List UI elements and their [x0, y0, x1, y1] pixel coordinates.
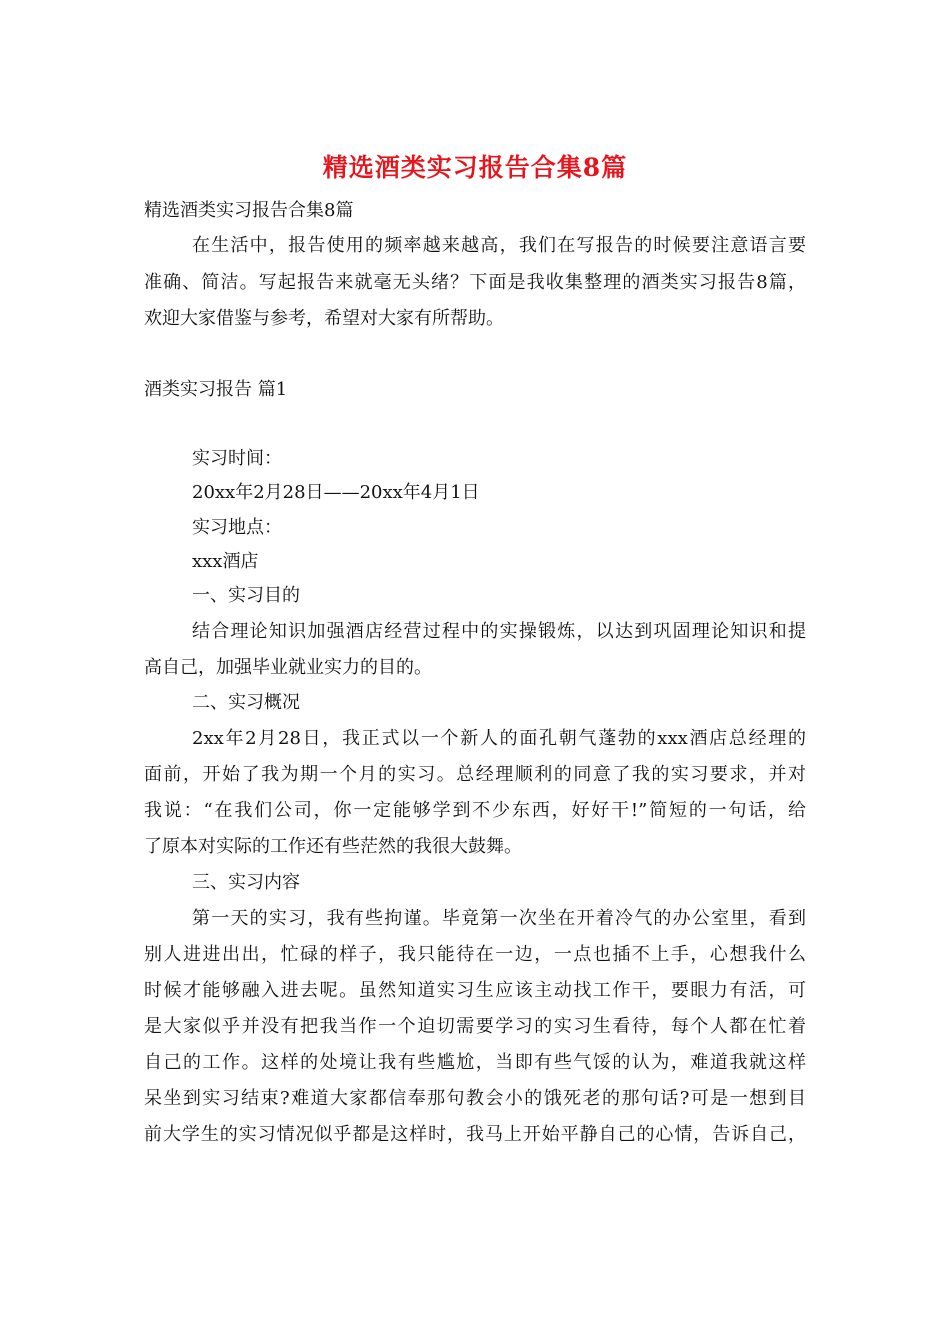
content-line-5: 自己的工作。这样的处境让我有些尴尬，当即有些气馁的认为，难道我就这样 — [144, 1052, 806, 1073]
purpose-line-2: 高自己，加强毕业就业实力的目的。 — [144, 657, 432, 678]
overview-line-4: 了原本对实际的工作还有些茫然的我很大鼓舞。 — [144, 836, 522, 857]
place-label: 实习地点： — [192, 517, 282, 538]
content-line-4: 是大家似乎并没有把我当作一个迫切需要学习的实习生看待，每个人都在忙着 — [144, 1016, 806, 1037]
overview-heading: 二、实习概况 — [192, 692, 300, 713]
purpose-heading: 一、实习目的 — [192, 585, 300, 606]
overview-line-3: 我说：“在我们公司，你一定能够学到不少东西，好好干!”简短的一句话，给 — [144, 800, 806, 821]
document-title: 精选酒类实习报告合集8篇 — [322, 153, 628, 182]
overview-line-2: 面前，开始了我为期一个月的实习。总经理顺利的同意了我的实习要求，并对 — [144, 764, 806, 785]
intro-line-2: 准确、简洁。写起报告来就毫无头绪？下面是我收集整理的酒类实习报告8篇， — [144, 272, 806, 293]
purpose-line-1: 结合理论知识加强酒店经营过程中的实操锻炼，以达到巩固理论知识和提 — [192, 621, 806, 642]
content-line-3: 时候才能够融入进去呢。虽然知道实习生应该主动找工作干，要眼力有活，可 — [144, 980, 806, 1001]
document-subtitle: 精选酒类实习报告合集8篇 — [144, 200, 354, 221]
content-line-7: 前大学生的实习情况似乎都是这样时，我马上开始平静自己的心情，告诉自己， — [144, 1124, 806, 1145]
content-line-6: 呆坐到实习结束?难道大家都信奉那句教会小的饿死老的那句话?可是一想到目 — [144, 1088, 806, 1109]
place-value: xxx酒店 — [192, 551, 259, 572]
overview-line-1: 2xx年2月28日，我正式以一个新人的面孔朝气蓬勃的xxx酒店总经理的 — [192, 728, 806, 749]
intro-line-1: 在生活中，报告使用的频率越来越高，我们在写报告的时候要注意语言要 — [192, 235, 806, 256]
time-value: 20xx年2月28日——20xx年4月1日 — [192, 482, 480, 503]
content-line-2: 别人进进出出，忙碌的样子，我只能待在一边，一点也插不上手，心想我什么 — [144, 944, 806, 965]
time-label: 实习时间： — [192, 448, 282, 469]
intro-line-3: 欢迎大家借鉴与参考，希望对大家有所帮助。 — [144, 308, 504, 329]
content-heading: 三、实习内容 — [192, 872, 300, 893]
content-line-1: 第一天的实习，我有些拘谨。毕竟第一次坐在开着冷气的办公室里，看到 — [192, 908, 806, 929]
section-heading: 酒类实习报告 篇1 — [144, 379, 288, 400]
